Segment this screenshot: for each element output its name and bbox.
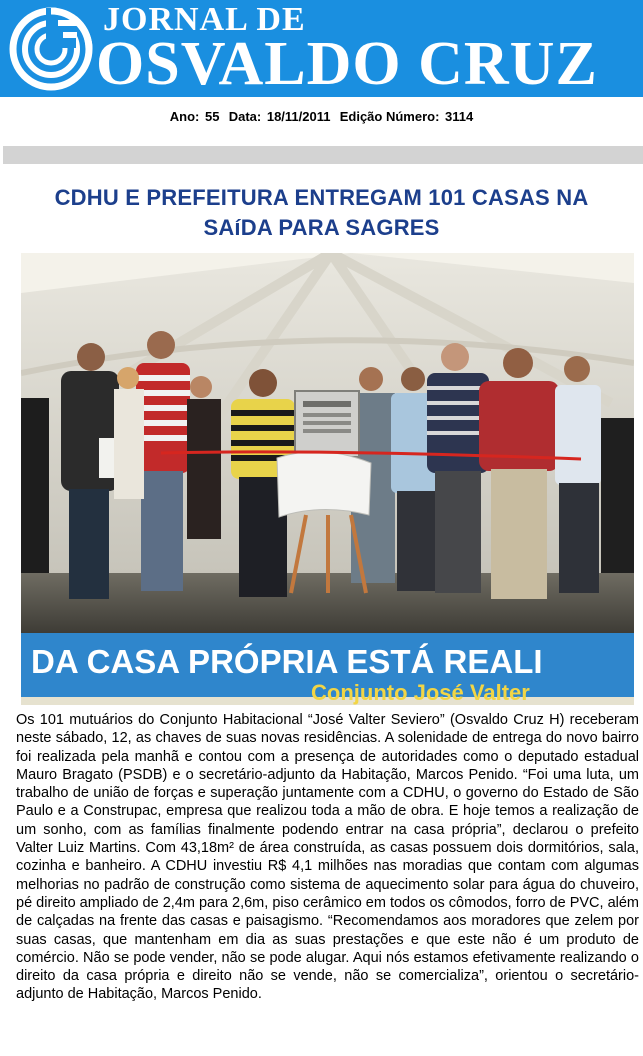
edition-number-value: 3114: [445, 109, 474, 124]
article-body: Os 101 mutuários do Conjunto Habitacional “José Valter Seviero” (Osvaldo Cruz H) receberam neste sábado, 12, as chaves de suas novas residências. A solenidade de entrega do novo bairro foi realizada pela manhã e contou com a presença de autoridades como o deputado estadual Mauro Bragato (PSDB) e o secretário-adjunto da Habitação, Marcos Penido. “Foi uma luta, um trabalho de união de forças e superação juntamente com a CDHU, o governo do Estado de São Paulo e a Construpac, empresa que realizou toda a mão de obra. E hoje temos a realização de um sonho, com as famílias finalmente podendo entrar na casa própria”, declarou o prefeito Valter Luiz Martins. Com 43,18m² de área construída, as casas possuem dois dormitórios, sala, cozinha e banheiro. A CDHU investiu R$ 4,1 milhões nas moradias que contam com algumas melhorias no padrão de construção como sistema de aquecimento solar para água do chuveiro, pé direito ampliado de 2,4m para 2,6m, piso cerâmico em todos os cômodos, forro de PVC, além de calçadas na frente das casas e paisagismo. “Recomendamos aos moradores que zelem por suas casas, que mantenham em dia as suas prestações e que este não é um produto de comércio. Não se pode vender, não se pode alugar. Aqui nós estamos efetivamente realizando o direito da casa própria e direito não se vende, não se comercializa”, orientou o secretário-adjunto de Habitação, Marcos Penido.: [16, 712, 639, 1003]
separator-bar: [3, 146, 643, 164]
headline-line-2: SAíDA PARA SAGRES: [203, 215, 440, 240]
headline-line-1: CDHU E PREFEITURA ENTREGAM 101 CASAS NA: [54, 185, 589, 210]
article-headline: [0, 183, 643, 243]
year-value: 55: [205, 109, 220, 124]
year-label: Ano:: [169, 109, 200, 124]
date-label: Data:: [228, 109, 262, 124]
masthead-title-top: JORNAL DE: [103, 1, 306, 38]
ribbon-cutting-ceremony-image: [21, 253, 634, 705]
edition-info: [0, 109, 643, 124]
edition-number-label: Edição Número:: [339, 109, 440, 124]
masthead-title-bottom: OSVALDO CRUZ: [96, 30, 598, 97]
date-value: 18/11/2011: [266, 109, 331, 124]
article-photo: [21, 253, 634, 705]
masthead: [0, 0, 643, 97]
banner-text: DA CASA PRÓPRIA ESTÁ REALI: [31, 643, 543, 680]
newspaper-swirl-logo-icon: [8, 6, 94, 92]
banner-subtext: Conjunto José Valter: [311, 680, 530, 705]
